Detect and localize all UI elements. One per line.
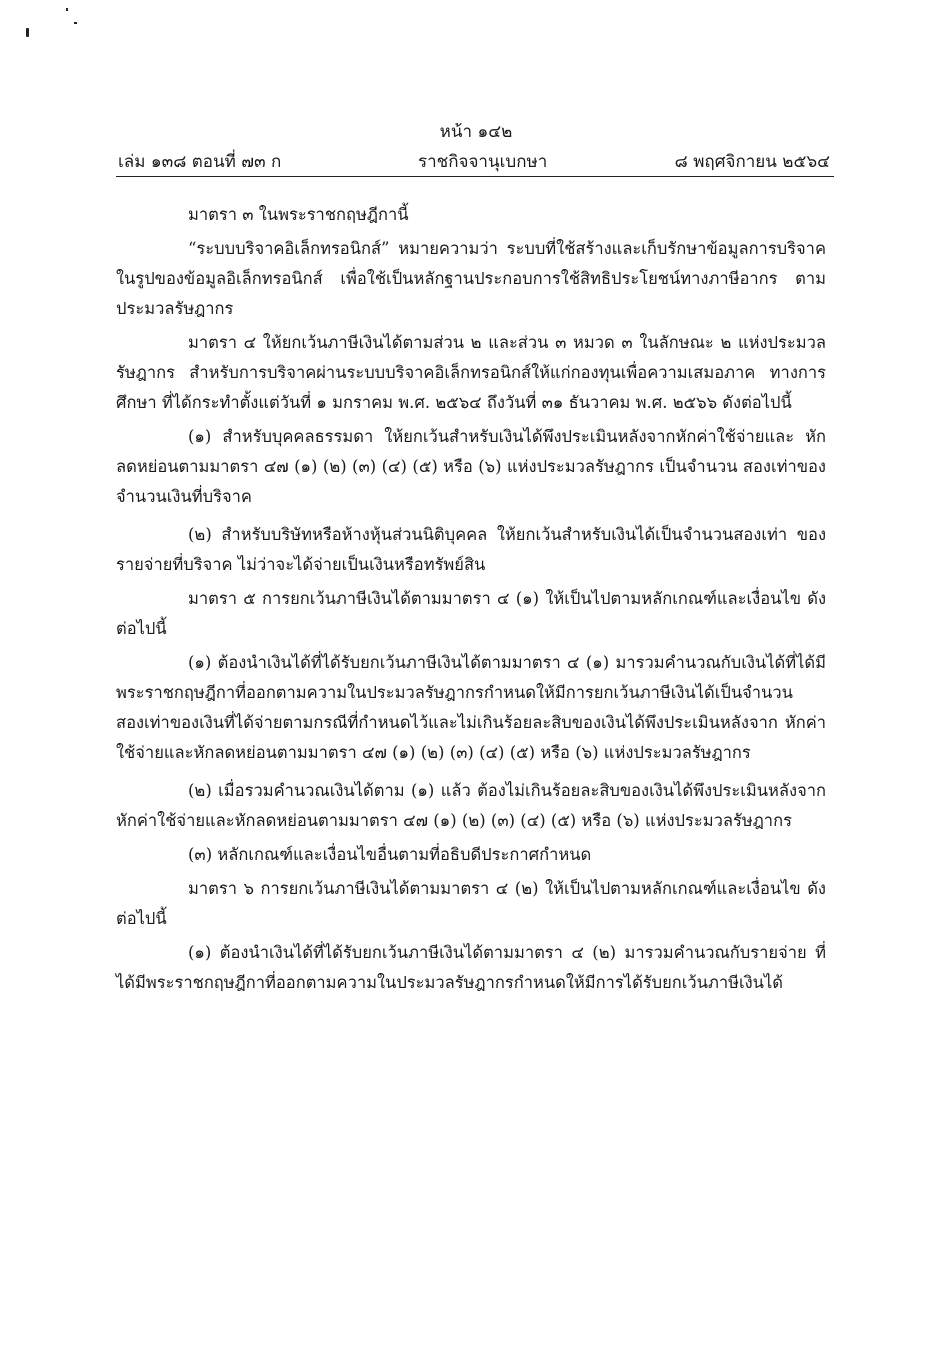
scan-speck bbox=[66, 8, 68, 11]
section-4-item-1: (๑) สำหรับบุคคลธรรมดา ให้ยกเว้นสำหรับเงินได้พึงประเมินหลังจากหักค่าใช้จ่ายและ หักลดหย่อนตามมาตรา ๔๗ (๑) (๒) (๓) (๔) (๕) หรือ (๖) แห่งประมวลรัษฎากร เป็นจำนวน สองเท่าของจำนวนเงินที่บริจาค bbox=[116, 427, 826, 506]
section-6-item-1: (๑) ต้องนำเงินได้ที่ได้รับยกเว้นภาษีเงินได้ตามมาตรา ๔ (๒) มารวมคำนวณกับรายจ่าย ที่ได้มีพระราชกฤษฎีกาที่ออกตามความในประมวลรัษฎากรกำหนดให้มีการได้รับยกเว้นภาษีเงินได้ bbox=[116, 943, 826, 992]
running-header bbox=[118, 148, 830, 172]
section-5-item-1: (๑) ต้องนำเงินได้ที่ได้รับยกเว้นภาษีเงินได้ตามมาตรา ๔ (๑) มารวมคำนวณกับเงินได้ที่ได้มี พระราชกฤษฎีกาที่ออกตามความในประมวลรัษฎากรกำหนดให้มีการยกเว้นภาษีเงินได้เป็นจำนวน สองเท่าของเงินที่ได้จ่ายตามกรณีที่กำหนดไว้และไม่เกินร้อยละสิบของเงินได้พึงประเมินหลังจาก หักค่าใช้จ่ายและหักลดหย่อนตามมาตรา ๔๗ (๑) (๒) (๓) (๔) (๕) หรือ (๖) แห่งประมวลรัษฎากร bbox=[116, 653, 826, 762]
section-4-item-2: (๒) สำหรับบริษัทหรือห้างหุ้นส่วนนิติบุคคล ให้ยกเว้นสำหรับเงินได้เป็นจำนวนสองเท่า ของรายจ่ายที่บริจาค ไม่ว่าจะได้จ่ายเป็นเงินหรือทรัพย์สิน bbox=[116, 525, 826, 574]
section-6-paragraph: มาตรา ๖ การยกเว้นภาษีเงินได้ตามมาตรา ๔ (๒) ให้เป็นไปตามหลักเกณฑ์และเงื่อนไข ดังต่อไปนี้ bbox=[116, 879, 826, 928]
volume-issue: เล่ม ๑๓๘ ตอนที่ ๗๓ ก bbox=[118, 152, 282, 172]
section-3-heading: มาตรา ๓ ในพระราชกฤษฎีกานี้ bbox=[188, 205, 409, 224]
definition-paragraph: “ระบบบริจาคอิเล็กทรอนิกส์” หมายความว่า ระบบที่ใช้สร้างและเก็บรักษาข้อมูลการบริจาค ในรูปของข้อมูลอิเล็กทรอนิกส์ เพื่อใช้เป็นหลักฐานประกอบการใช้สิทธิประโยชน์ทางภาษีอากร ตามประมวลรัษฎากร bbox=[116, 239, 826, 318]
page-number: หน้า ๑๔๒ bbox=[439, 122, 513, 142]
publication-title: ราชกิจจานุเบกษา bbox=[418, 152, 548, 172]
section-5-item-3: (๓) หลักเกณฑ์และเงื่อนไขอื่นตามที่อธิบดีประกาศกำหนด bbox=[188, 845, 592, 864]
document-body bbox=[116, 200, 826, 1006]
section-5-paragraph: มาตรา ๕ การยกเว้นภาษีเงินได้ตามมาตรา ๔ (๑) ให้เป็นไปตามหลักเกณฑ์และเงื่อนไข ดังต่อไปนี้ bbox=[116, 589, 826, 638]
section-5-item-2: (๒) เมื่อรวมคำนวณเงินได้ตาม (๑) แล้ว ต้องไม่เกินร้อยละสิบของเงินได้พึงประเมินหลังจาก หักค่าใช้จ่ายและหักลดหย่อนตามมาตรา ๔๗ (๑) (๒) (๓) (๔) (๕) หรือ (๖) แห่งประมวลรัษฎากร bbox=[116, 781, 826, 830]
publication-date: ๘ พฤศจิกายน ๒๕๖๔ bbox=[674, 152, 830, 172]
scan-speck bbox=[74, 22, 77, 24]
section-4-paragraph: มาตรา ๔ ให้ยกเว้นภาษีเงินได้ตามส่วน ๒ และส่วน ๓ หมวด ๓ ในลักษณะ ๒ แห่งประมวลรัษฎากร สำหรับการบริจาคผ่านระบบบริจาคอิเล็กทรอนิกส์ให้แก่กองทุนเพื่อความเสมอภาค ทางการศึกษา ที่ได้กระทำตั้งแต่วันที่ ๑ มกราคม พ.ศ. ๒๕๖๔ ถึงวันที่ ๓๑ ธันวาคม พ.ศ. ๒๕๖๖ ดังต่อไปนี้ bbox=[116, 333, 826, 412]
scan-speck bbox=[26, 28, 29, 37]
header-divider bbox=[116, 176, 834, 177]
